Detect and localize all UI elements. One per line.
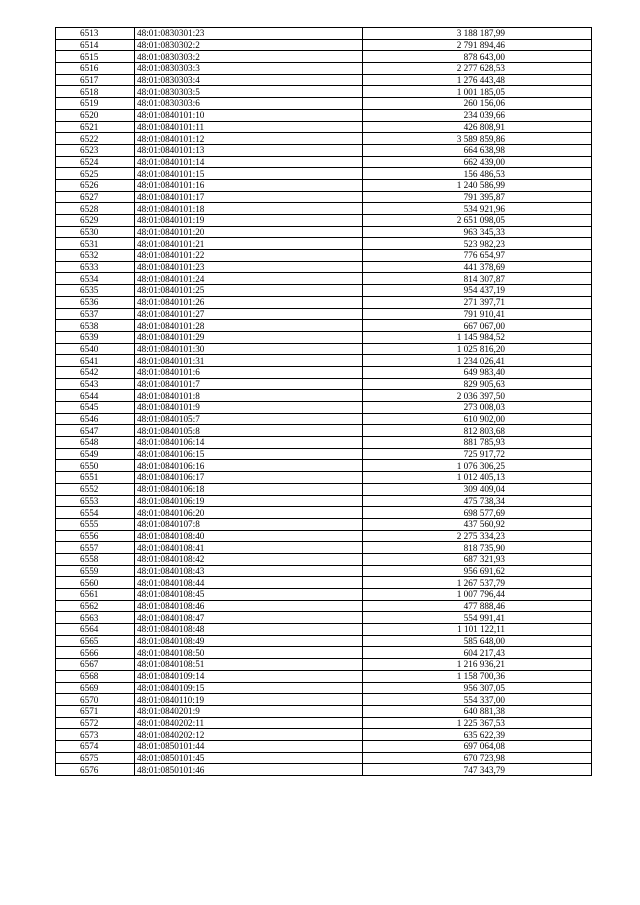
cadastral-number: 48:01:0840101:19	[135, 215, 363, 227]
cadastral-number: 48:01:0840105:7	[135, 413, 363, 425]
cadastral-value: 2 275 334,23	[363, 530, 592, 542]
cadastral-value: 534 921,96	[363, 203, 592, 215]
table-row	[56, 133, 592, 145]
row-number: 6545	[56, 402, 135, 414]
table-row	[56, 168, 592, 180]
row-number: 6548	[56, 437, 135, 449]
table-row	[56, 226, 592, 238]
cadastral-value: 1 240 586,99	[363, 179, 592, 191]
cadastral-number: 48:01:0840108:42	[135, 553, 363, 565]
cadastral-value: 1 216 936,21	[363, 659, 592, 671]
cadastral-value: 1 158 700,36	[363, 670, 592, 682]
row-number: 6562	[56, 600, 135, 612]
table-row	[56, 542, 592, 554]
cadastral-number: 48:01:0840108:50	[135, 647, 363, 659]
row-number: 6570	[56, 694, 135, 706]
cadastral-number: 48:01:0840109:15	[135, 682, 363, 694]
cadastral-number: 48:01:0840101:28	[135, 320, 363, 332]
table-row	[56, 437, 592, 449]
cadastral-value-table	[55, 27, 592, 776]
cadastral-number: 48:01:0840108:51	[135, 659, 363, 671]
table-row	[56, 413, 592, 425]
cadastral-value: 818 735,90	[363, 542, 592, 554]
cadastral-value: 309 409,04	[363, 483, 592, 495]
cadastral-number: 48:01:0840101:25	[135, 285, 363, 297]
cadastral-value: 670 723,98	[363, 752, 592, 764]
cadastral-value: 1 076 306,25	[363, 460, 592, 472]
row-number: 6517	[56, 74, 135, 86]
table-row	[56, 577, 592, 589]
table-row	[56, 390, 592, 402]
cadastral-value: 1 001 185,05	[363, 86, 592, 98]
row-number: 6519	[56, 98, 135, 110]
table-row	[56, 98, 592, 110]
cadastral-number: 48:01:0840101:11	[135, 121, 363, 133]
cadastral-value: 1 225 367,53	[363, 717, 592, 729]
row-number: 6574	[56, 740, 135, 752]
table-row	[56, 530, 592, 542]
cadastral-number: 48:01:0840101:26	[135, 296, 363, 308]
cadastral-value: 2 791 894,46	[363, 39, 592, 51]
cadastral-number: 48:01:0830301:23	[135, 28, 363, 40]
row-number: 6536	[56, 296, 135, 308]
row-number: 6534	[56, 273, 135, 285]
row-number: 6544	[56, 390, 135, 402]
table-row	[56, 378, 592, 390]
row-number: 6530	[56, 226, 135, 238]
row-number: 6555	[56, 518, 135, 530]
cadastral-number: 48:01:0840108:48	[135, 624, 363, 636]
table-row	[56, 215, 592, 227]
cadastral-number: 48:01:0840101:9	[135, 402, 363, 414]
cadastral-value: 1 012 405,13	[363, 472, 592, 484]
table-row	[56, 331, 592, 343]
table-body	[56, 28, 592, 776]
row-number: 6558	[56, 553, 135, 565]
row-number: 6546	[56, 413, 135, 425]
row-number: 6566	[56, 647, 135, 659]
table-row	[56, 448, 592, 460]
cadastral-number: 48:01:0840101:20	[135, 226, 363, 238]
row-number: 6525	[56, 168, 135, 180]
cadastral-number: 48:01:0840101:22	[135, 250, 363, 262]
cadastral-number: 48:01:0840101:16	[135, 179, 363, 191]
row-number: 6540	[56, 343, 135, 355]
cadastral-value: 649 983,40	[363, 366, 592, 378]
cadastral-number: 48:01:0840101:29	[135, 331, 363, 343]
row-number: 6576	[56, 764, 135, 776]
table-row	[56, 191, 592, 203]
row-number: 6523	[56, 144, 135, 156]
cadastral-number: 48:01:0850101:46	[135, 764, 363, 776]
cadastral-value: 554 991,41	[363, 612, 592, 624]
row-number: 6521	[56, 121, 135, 133]
table-row	[56, 86, 592, 98]
table-row	[56, 320, 592, 332]
cadastral-number: 48:01:0840108:49	[135, 635, 363, 647]
cadastral-value: 881 785,93	[363, 437, 592, 449]
cadastral-number: 48:01:0830303:3	[135, 63, 363, 75]
table-row	[56, 553, 592, 565]
table-row	[56, 28, 592, 40]
row-number: 6556	[56, 530, 135, 542]
row-number: 6560	[56, 577, 135, 589]
cadastral-value: 956 691,62	[363, 565, 592, 577]
cadastral-value: 523 982,23	[363, 238, 592, 250]
cadastral-value: 791 910,41	[363, 308, 592, 320]
cadastral-value: 1 007 796,44	[363, 589, 592, 601]
cadastral-value: 687 321,93	[363, 553, 592, 565]
table-row	[56, 250, 592, 262]
cadastral-number: 48:01:0830303:4	[135, 74, 363, 86]
row-number: 6572	[56, 717, 135, 729]
cadastral-value: 829 905,63	[363, 378, 592, 390]
row-number: 6527	[56, 191, 135, 203]
row-number: 6554	[56, 507, 135, 519]
table-row	[56, 600, 592, 612]
cadastral-value: 610 902,00	[363, 413, 592, 425]
cadastral-number: 48:01:0840101:27	[135, 308, 363, 320]
cadastral-value: 475 738,34	[363, 495, 592, 507]
row-number: 6551	[56, 472, 135, 484]
cadastral-value: 963 345,33	[363, 226, 592, 238]
row-number: 6543	[56, 378, 135, 390]
row-number: 6550	[56, 460, 135, 472]
table-row	[56, 109, 592, 121]
cadastral-number: 48:01:0830302:2	[135, 39, 363, 51]
cadastral-number: 48:01:0840106:17	[135, 472, 363, 484]
table-row	[56, 705, 592, 717]
cadastral-number: 48:01:0840101:31	[135, 355, 363, 367]
table-row	[56, 366, 592, 378]
table-row	[56, 156, 592, 168]
cadastral-number: 48:01:0840107:8	[135, 518, 363, 530]
table-row	[56, 729, 592, 741]
cadastral-value: 1 276 443,48	[363, 74, 592, 86]
table-row	[56, 296, 592, 308]
row-number: 6518	[56, 86, 135, 98]
cadastral-value: 585 648,00	[363, 635, 592, 647]
row-number: 6564	[56, 624, 135, 636]
row-number: 6528	[56, 203, 135, 215]
row-number: 6568	[56, 670, 135, 682]
table-row	[56, 612, 592, 624]
table-row	[56, 63, 592, 75]
cadastral-value: 747 343,79	[363, 764, 592, 776]
cadastral-number: 48:01:0840101:23	[135, 261, 363, 273]
cadastral-value: 1 101 122,11	[363, 624, 592, 636]
cadastral-value: 426 808,91	[363, 121, 592, 133]
table-row	[56, 682, 592, 694]
row-number: 6537	[56, 308, 135, 320]
cadastral-value: 3 188 187,99	[363, 28, 592, 40]
row-number: 6557	[56, 542, 135, 554]
row-number: 6538	[56, 320, 135, 332]
table-row	[56, 179, 592, 191]
table-row	[56, 670, 592, 682]
row-number: 6522	[56, 133, 135, 145]
cadastral-number: 48:01:0840101:17	[135, 191, 363, 203]
cadastral-value: 604 217,43	[363, 647, 592, 659]
cadastral-number: 48:01:0840106:15	[135, 448, 363, 460]
row-number: 6539	[56, 331, 135, 343]
row-number: 6513	[56, 28, 135, 40]
table-row	[56, 764, 592, 776]
cadastral-value: 3 589 859,86	[363, 133, 592, 145]
cadastral-number: 48:01:0840108:45	[135, 589, 363, 601]
table-row	[56, 635, 592, 647]
cadastral-value: 554 337,00	[363, 694, 592, 706]
row-number: 6535	[56, 285, 135, 297]
table-row	[56, 518, 592, 530]
cadastral-number: 48:01:0840106:16	[135, 460, 363, 472]
table-row	[56, 51, 592, 63]
row-number: 6569	[56, 682, 135, 694]
cadastral-value: 2 651 098,05	[363, 215, 592, 227]
row-number: 6524	[56, 156, 135, 168]
row-number: 6559	[56, 565, 135, 577]
cadastral-number: 48:01:0840110:19	[135, 694, 363, 706]
cadastral-number: 48:01:0840106:18	[135, 483, 363, 495]
row-number: 6573	[56, 729, 135, 741]
table-row	[56, 39, 592, 51]
table-row	[56, 589, 592, 601]
row-number: 6516	[56, 63, 135, 75]
table-row	[56, 717, 592, 729]
cadastral-value: 477 888,46	[363, 600, 592, 612]
cadastral-number: 48:01:0830303:6	[135, 98, 363, 110]
table-row	[56, 495, 592, 507]
cadastral-value: 1 267 537,79	[363, 577, 592, 589]
cadastral-number: 48:01:0840105:8	[135, 425, 363, 437]
table-row	[56, 647, 592, 659]
row-number: 6553	[56, 495, 135, 507]
cadastral-value: 271 397,71	[363, 296, 592, 308]
table-row	[56, 273, 592, 285]
cadastral-number: 48:01:0850101:45	[135, 752, 363, 764]
cadastral-value: 1 145 984,52	[363, 331, 592, 343]
table-row	[56, 343, 592, 355]
row-number: 6520	[56, 109, 135, 121]
cadastral-number: 48:01:0830303:2	[135, 51, 363, 63]
cadastral-number: 48:01:0850101:44	[135, 740, 363, 752]
table-row	[56, 483, 592, 495]
cadastral-value: 635 622,39	[363, 729, 592, 741]
cadastral-value: 725 917,72	[363, 448, 592, 460]
cadastral-number: 48:01:0840201:9	[135, 705, 363, 717]
cadastral-value: 273 008,03	[363, 402, 592, 414]
cadastral-number: 48:01:0840202:12	[135, 729, 363, 741]
table-row	[56, 402, 592, 414]
cadastral-number: 48:01:0840101:12	[135, 133, 363, 145]
cadastral-value: 791 395,87	[363, 191, 592, 203]
cadastral-value: 437 560,92	[363, 518, 592, 530]
cadastral-value: 2 036 397,50	[363, 390, 592, 402]
table-row	[56, 507, 592, 519]
row-number: 6526	[56, 179, 135, 191]
row-number: 6514	[56, 39, 135, 51]
cadastral-value: 697 064,08	[363, 740, 592, 752]
row-number: 6547	[56, 425, 135, 437]
cadastral-number: 48:01:0840101:15	[135, 168, 363, 180]
cadastral-number: 48:01:0840101:21	[135, 238, 363, 250]
row-number: 6561	[56, 589, 135, 601]
cadastral-number: 48:01:0840106:14	[135, 437, 363, 449]
cadastral-number: 48:01:0840101:13	[135, 144, 363, 156]
table-row	[56, 694, 592, 706]
cadastral-value: 698 577,69	[363, 507, 592, 519]
row-number: 6533	[56, 261, 135, 273]
row-number: 6567	[56, 659, 135, 671]
table-row	[56, 659, 592, 671]
cadastral-number: 48:01:0840108:40	[135, 530, 363, 542]
table-row	[56, 752, 592, 764]
cadastral-value: 954 437,19	[363, 285, 592, 297]
cadastral-number: 48:01:0840101:30	[135, 343, 363, 355]
cadastral-value: 956 307,05	[363, 682, 592, 694]
table-row	[56, 261, 592, 273]
table-row	[56, 308, 592, 320]
cadastral-value: 812 803,68	[363, 425, 592, 437]
cadastral-number: 48:01:0840108:44	[135, 577, 363, 589]
row-number: 6552	[56, 483, 135, 495]
cadastral-number: 48:01:0840101:18	[135, 203, 363, 215]
cadastral-number: 48:01:0840101:10	[135, 109, 363, 121]
cadastral-number: 48:01:0840108:47	[135, 612, 363, 624]
row-number: 6542	[56, 366, 135, 378]
row-number: 6541	[56, 355, 135, 367]
cadastral-value: 667 067,00	[363, 320, 592, 332]
row-number: 6563	[56, 612, 135, 624]
row-number: 6532	[56, 250, 135, 262]
cadastral-number: 48:01:0840101:7	[135, 378, 363, 390]
table-row	[56, 238, 592, 250]
row-number: 6549	[56, 448, 135, 460]
table-row	[56, 144, 592, 156]
row-number: 6531	[56, 238, 135, 250]
table-row	[56, 121, 592, 133]
cadastral-number: 48:01:0840101:6	[135, 366, 363, 378]
cadastral-value: 234 039,66	[363, 109, 592, 121]
cadastral-value: 814 307,87	[363, 273, 592, 285]
row-number: 6575	[56, 752, 135, 764]
cadastral-number: 48:01:0840108:41	[135, 542, 363, 554]
cadastral-value: 156 486,53	[363, 168, 592, 180]
cadastral-number: 48:01:0840108:46	[135, 600, 363, 612]
cadastral-number: 48:01:0840101:14	[135, 156, 363, 168]
row-number: 6529	[56, 215, 135, 227]
cadastral-value: 1 025 816,20	[363, 343, 592, 355]
cadastral-value: 2 277 628,53	[363, 63, 592, 75]
cadastral-value: 878 643,00	[363, 51, 592, 63]
cadastral-value: 640 881,38	[363, 705, 592, 717]
cadastral-value: 260 156,06	[363, 98, 592, 110]
row-number: 6515	[56, 51, 135, 63]
cadastral-number: 48:01:0830303:5	[135, 86, 363, 98]
cadastral-value: 662 439,00	[363, 156, 592, 168]
table-row	[56, 740, 592, 752]
cadastral-number: 48:01:0840106:19	[135, 495, 363, 507]
cadastral-value: 441 378,69	[363, 261, 592, 273]
cadastral-value: 1 234 026,41	[363, 355, 592, 367]
cadastral-number: 48:01:0840106:20	[135, 507, 363, 519]
cadastral-number: 48:01:0840202:11	[135, 717, 363, 729]
table-row	[56, 624, 592, 636]
cadastral-value: 776 654,97	[363, 250, 592, 262]
table-row	[56, 74, 592, 86]
row-number: 6565	[56, 635, 135, 647]
cadastral-number: 48:01:0840109:14	[135, 670, 363, 682]
table-row	[56, 425, 592, 437]
cadastral-value: 664 638,98	[363, 144, 592, 156]
table-row	[56, 285, 592, 297]
table-row	[56, 472, 592, 484]
cadastral-number: 48:01:0840108:43	[135, 565, 363, 577]
row-number: 6571	[56, 705, 135, 717]
table-row	[56, 203, 592, 215]
table-row	[56, 565, 592, 577]
table-row	[56, 355, 592, 367]
cadastral-number: 48:01:0840101:24	[135, 273, 363, 285]
cadastral-number: 48:01:0840101:8	[135, 390, 363, 402]
table-row	[56, 460, 592, 472]
